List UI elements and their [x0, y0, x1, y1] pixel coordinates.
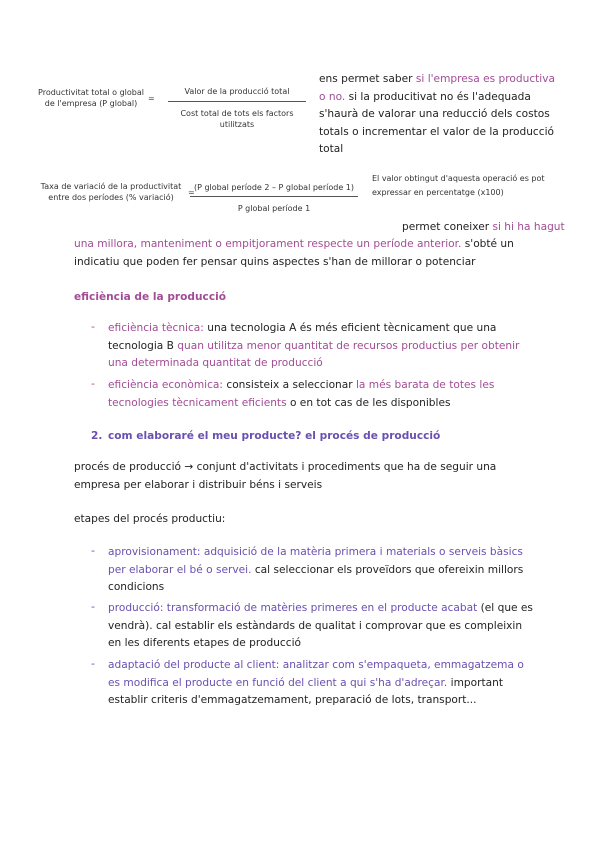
efficiency-item-2-term: eficiència econòmica: — [108, 379, 223, 391]
efficiency-item-1-highlight: quan utilitza menor quantitat de recursos productius per obtenir una determinada quantitat de producció — [108, 339, 520, 369]
stage-1-text: cal seleccionar els proveïdors que ofereixin millors condicions — [108, 563, 524, 593]
process-definition: procés de producció → conjunt d'activitats i procediments que ha de seguir una empresa per elaborar i distribuir béns i serveis — [74, 461, 497, 491]
formula2-explanation-a: permet coneixer — [402, 221, 493, 233]
formula2-explanation-highlight-2: una millora, manteniment o empitjorament respecte un període anterior. — [74, 238, 462, 250]
formula1-explanation — [319, 71, 559, 159]
section2-number: 2. — [91, 430, 103, 442]
formula1-label — [36, 87, 146, 109]
efficiency-item-1-term: eficiència tècnica: — [108, 322, 204, 334]
formula2-fraction-line — [190, 196, 358, 197]
formula1-equals: = — [148, 94, 155, 103]
formula2-explanation-b: s'obté un indicatiu que poden fer pensar quins aspectes s'han de millorar o potenciar — [74, 238, 514, 268]
formula1-denominator-line2: utilitzats — [219, 120, 255, 129]
efficiency-heading: eficiència de la producció — [74, 291, 227, 303]
efficiency-item-1 — [108, 320, 523, 373]
stage-1-dash: - — [91, 544, 95, 557]
stage-3-dash: - — [91, 657, 95, 670]
efficiency-item-2-text-b: o en tot cas de les disponibles — [286, 396, 451, 409]
efficiency-item-2 — [108, 377, 523, 412]
formula2-note: El valor obtingut d'aquesta operació es pot expressar en percentatge (x100) — [372, 174, 545, 197]
stage-2-text: (el que es vendrà). cal establir els estàndards de qualitat i comprovar que es compleixin en les diferents etapes de producció — [108, 602, 533, 649]
formula2-equals: = — [188, 188, 195, 197]
formula1-numerator: Valor de la producció total — [184, 87, 290, 96]
formula1-fraction-line — [168, 101, 306, 102]
stage-3-text: important establir criteris d'emmagatzemament, preparació de lots, transport... — [108, 676, 503, 706]
stage-1 — [108, 544, 528, 597]
formula2-label-line2: entre dos períodes (% variació) — [48, 193, 174, 202]
stage-1-term: aprovisionament: — [108, 546, 201, 558]
formula1-denominator — [168, 108, 306, 130]
stage-1-highlight: adquisició de la matèria primera i materials o serveis bàsics per elaborar el bé o servei. — [108, 546, 523, 576]
formula1-label-line2: de l'empresa (P global) — [44, 99, 138, 108]
efficiency-item-2-text-a: consisteix a seleccionar — [223, 379, 356, 391]
section2-title: com elaboraré el meu producte? el procés de producció — [108, 430, 441, 442]
stage-3-highlight: analitzar com s'empaqueta, emmagatzema o es modifica el producte en funció del client a qui s'ha d'adreçar. — [108, 659, 524, 689]
formula2-label-line1: Taxa de variació de la productivitat — [40, 182, 182, 191]
formula2-explanation-line1 — [402, 219, 565, 237]
formula1-explanation-highlight: si l'empresa es productiva o no. — [319, 73, 555, 103]
formula2-label — [36, 181, 186, 203]
efficiency-item-1-dash: - — [91, 320, 95, 333]
formula2-explanation-highlight-1: si hi ha hagut — [492, 221, 565, 233]
efficiency-item-1-text-a: una tecnologia A és més eficient tècnicament que una tecnologia B — [108, 322, 497, 352]
stage-3-term: adaptació del producte al client: — [108, 659, 280, 671]
efficiency-item-2-dash: - — [91, 377, 95, 390]
formula1-explanation-a: ens permet saber — [319, 73, 416, 85]
formula1-label-line1: Productivitat total o global — [38, 88, 144, 97]
formula1-denominator-line1: Cost total de tots els factors — [180, 109, 294, 118]
stage-2-highlight: transformació de matèries primeres en el producte acabat — [163, 602, 478, 614]
stage-2-dash: - — [91, 600, 95, 613]
formula2-denominator: P global període 1 — [237, 204, 311, 213]
formula1-explanation-b: si la producitivat no és l'adequada s'haurà de valorar una reducció dels costos totals o incrementar el valor de la producció total — [319, 90, 554, 155]
stage-2-term: producció: — [108, 602, 164, 614]
stage-3 — [108, 657, 538, 710]
stages-heading: etapes del procés productiu: — [74, 513, 226, 525]
efficiency-item-2-highlight: la més barata de totes les tecnologies tècnicament eficients — [108, 379, 495, 409]
formula2-numerator: (P global període 2 – P global període 1) — [193, 183, 355, 192]
formula2-explanation-rest — [74, 236, 544, 271]
stage-2 — [108, 600, 533, 653]
